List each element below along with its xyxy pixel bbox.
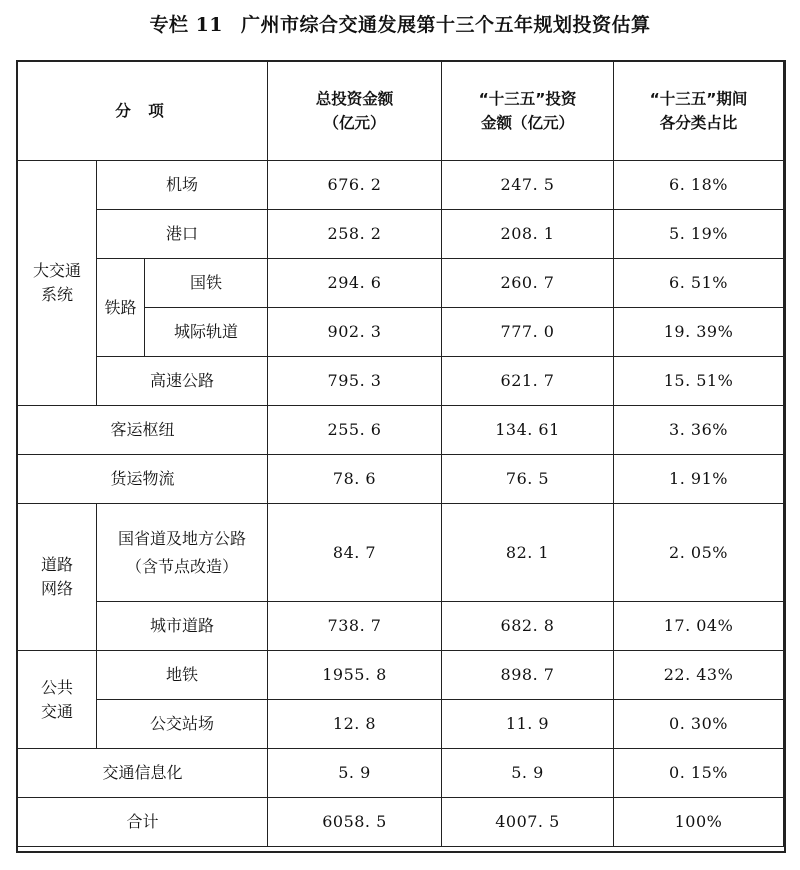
table-row <box>18 749 784 798</box>
group-road-network-line1: 道路 <box>40 555 73 574</box>
item-cell: 国铁 <box>145 259 268 308</box>
item-cell: 城市道路 <box>97 602 268 651</box>
share-cell: 6. 18% <box>614 161 784 210</box>
total-cell: 902. 3 <box>268 308 442 357</box>
group-public-transport-line2: 交通 <box>40 701 73 721</box>
item-line1: 国省道及地方公路 <box>117 528 246 548</box>
table-row <box>18 357 784 406</box>
table-row <box>18 504 784 602</box>
total-row <box>18 798 784 847</box>
item-cell: 地铁 <box>97 651 268 700</box>
total-cell: 5. 9 <box>268 749 442 798</box>
table-caption <box>0 10 800 37</box>
total-cell: 6058. 5 <box>268 798 442 847</box>
plan-cell: 208. 1 <box>442 210 614 259</box>
header-share <box>614 62 784 161</box>
item-cell: 机场 <box>97 161 268 210</box>
plan-cell: 247. 5 <box>442 161 614 210</box>
plan-cell: 898. 7 <box>442 651 614 700</box>
investment-table <box>17 61 784 847</box>
share-cell: 100% <box>614 798 784 847</box>
total-cell: 255. 6 <box>268 406 442 455</box>
plan-cell: 682. 8 <box>442 602 614 651</box>
header-row <box>18 62 784 161</box>
header-total-line1: 总投资金额 <box>315 90 394 108</box>
share-cell: 15. 51% <box>614 357 784 406</box>
table-row <box>18 259 784 308</box>
item-line2: （含节点改造） <box>125 556 238 576</box>
total-cell: 676. 2 <box>268 161 442 210</box>
plan-cell: 4007. 5 <box>442 798 614 847</box>
header-category: 分 项 <box>18 62 268 161</box>
header-total-line2: （亿元） <box>323 114 386 132</box>
header-share-line2: 各分类占比 <box>659 114 738 132</box>
group-public-transport <box>18 651 97 749</box>
plan-cell: 76. 5 <box>442 455 614 504</box>
total-cell: 84. 7 <box>268 504 442 602</box>
item-cell: 城际轨道 <box>145 308 268 357</box>
item-cell: 高速公路 <box>97 357 268 406</box>
caption-text: 广州市综合交通发展第十三个五年规划投资估算 <box>241 14 651 36</box>
plan-cell: 134. 61 <box>442 406 614 455</box>
item-cell <box>97 504 268 602</box>
share-cell: 0. 30% <box>614 700 784 749</box>
group-road-network <box>18 504 97 651</box>
item-cell: 合计 <box>18 798 268 847</box>
header-share-line1: “十三五”期间 <box>649 90 748 108</box>
share-cell: 19. 39% <box>614 308 784 357</box>
group-railway: 铁路 <box>97 259 145 357</box>
header-plan-investment <box>442 62 614 161</box>
plan-cell: 82. 1 <box>442 504 614 602</box>
table-row <box>18 651 784 700</box>
plan-cell: 5. 9 <box>442 749 614 798</box>
item-cell: 港口 <box>97 210 268 259</box>
item-cell: 公交站场 <box>97 700 268 749</box>
share-cell: 1. 91% <box>614 455 784 504</box>
caption-label: 专栏 11 <box>149 14 224 36</box>
plan-cell: 621. 7 <box>442 357 614 406</box>
group-public-transport-line1: 公共 <box>40 677 73 697</box>
table-row <box>18 161 784 210</box>
plan-cell: 260. 7 <box>442 259 614 308</box>
share-cell: 5. 19% <box>614 210 784 259</box>
total-cell: 294. 6 <box>268 259 442 308</box>
group-big-transport-line1: 大交通 <box>32 261 81 280</box>
share-cell: 17. 04% <box>614 602 784 651</box>
total-cell: 1955. 8 <box>268 651 442 700</box>
header-total-investment <box>268 62 442 161</box>
share-cell: 3. 36% <box>614 406 784 455</box>
item-cell: 客运枢纽 <box>18 406 268 455</box>
header-plan-line1: “十三五”投资 <box>478 90 577 108</box>
plan-cell: 11. 9 <box>442 700 614 749</box>
group-big-transport-line2: 系统 <box>40 285 73 304</box>
group-road-network-line2: 网络 <box>40 579 73 598</box>
header-plan-line2: 金额（亿元） <box>480 114 574 132</box>
total-cell: 258. 2 <box>268 210 442 259</box>
total-cell: 738. 7 <box>268 602 442 651</box>
plan-cell: 777. 0 <box>442 308 614 357</box>
table-row <box>18 406 784 455</box>
item-cell: 交通信息化 <box>18 749 268 798</box>
table-row <box>18 455 784 504</box>
item-cell: 货运物流 <box>18 455 268 504</box>
total-cell: 78. 6 <box>268 455 442 504</box>
group-big-transport <box>18 161 97 406</box>
share-cell: 2. 05% <box>614 504 784 602</box>
table-row <box>18 700 784 749</box>
total-cell: 12. 8 <box>268 700 442 749</box>
total-cell: 795. 3 <box>268 357 442 406</box>
table-row <box>18 602 784 651</box>
share-cell: 0. 15% <box>614 749 784 798</box>
share-cell: 22. 43% <box>614 651 784 700</box>
share-cell: 6. 51% <box>614 259 784 308</box>
table-row <box>18 210 784 259</box>
